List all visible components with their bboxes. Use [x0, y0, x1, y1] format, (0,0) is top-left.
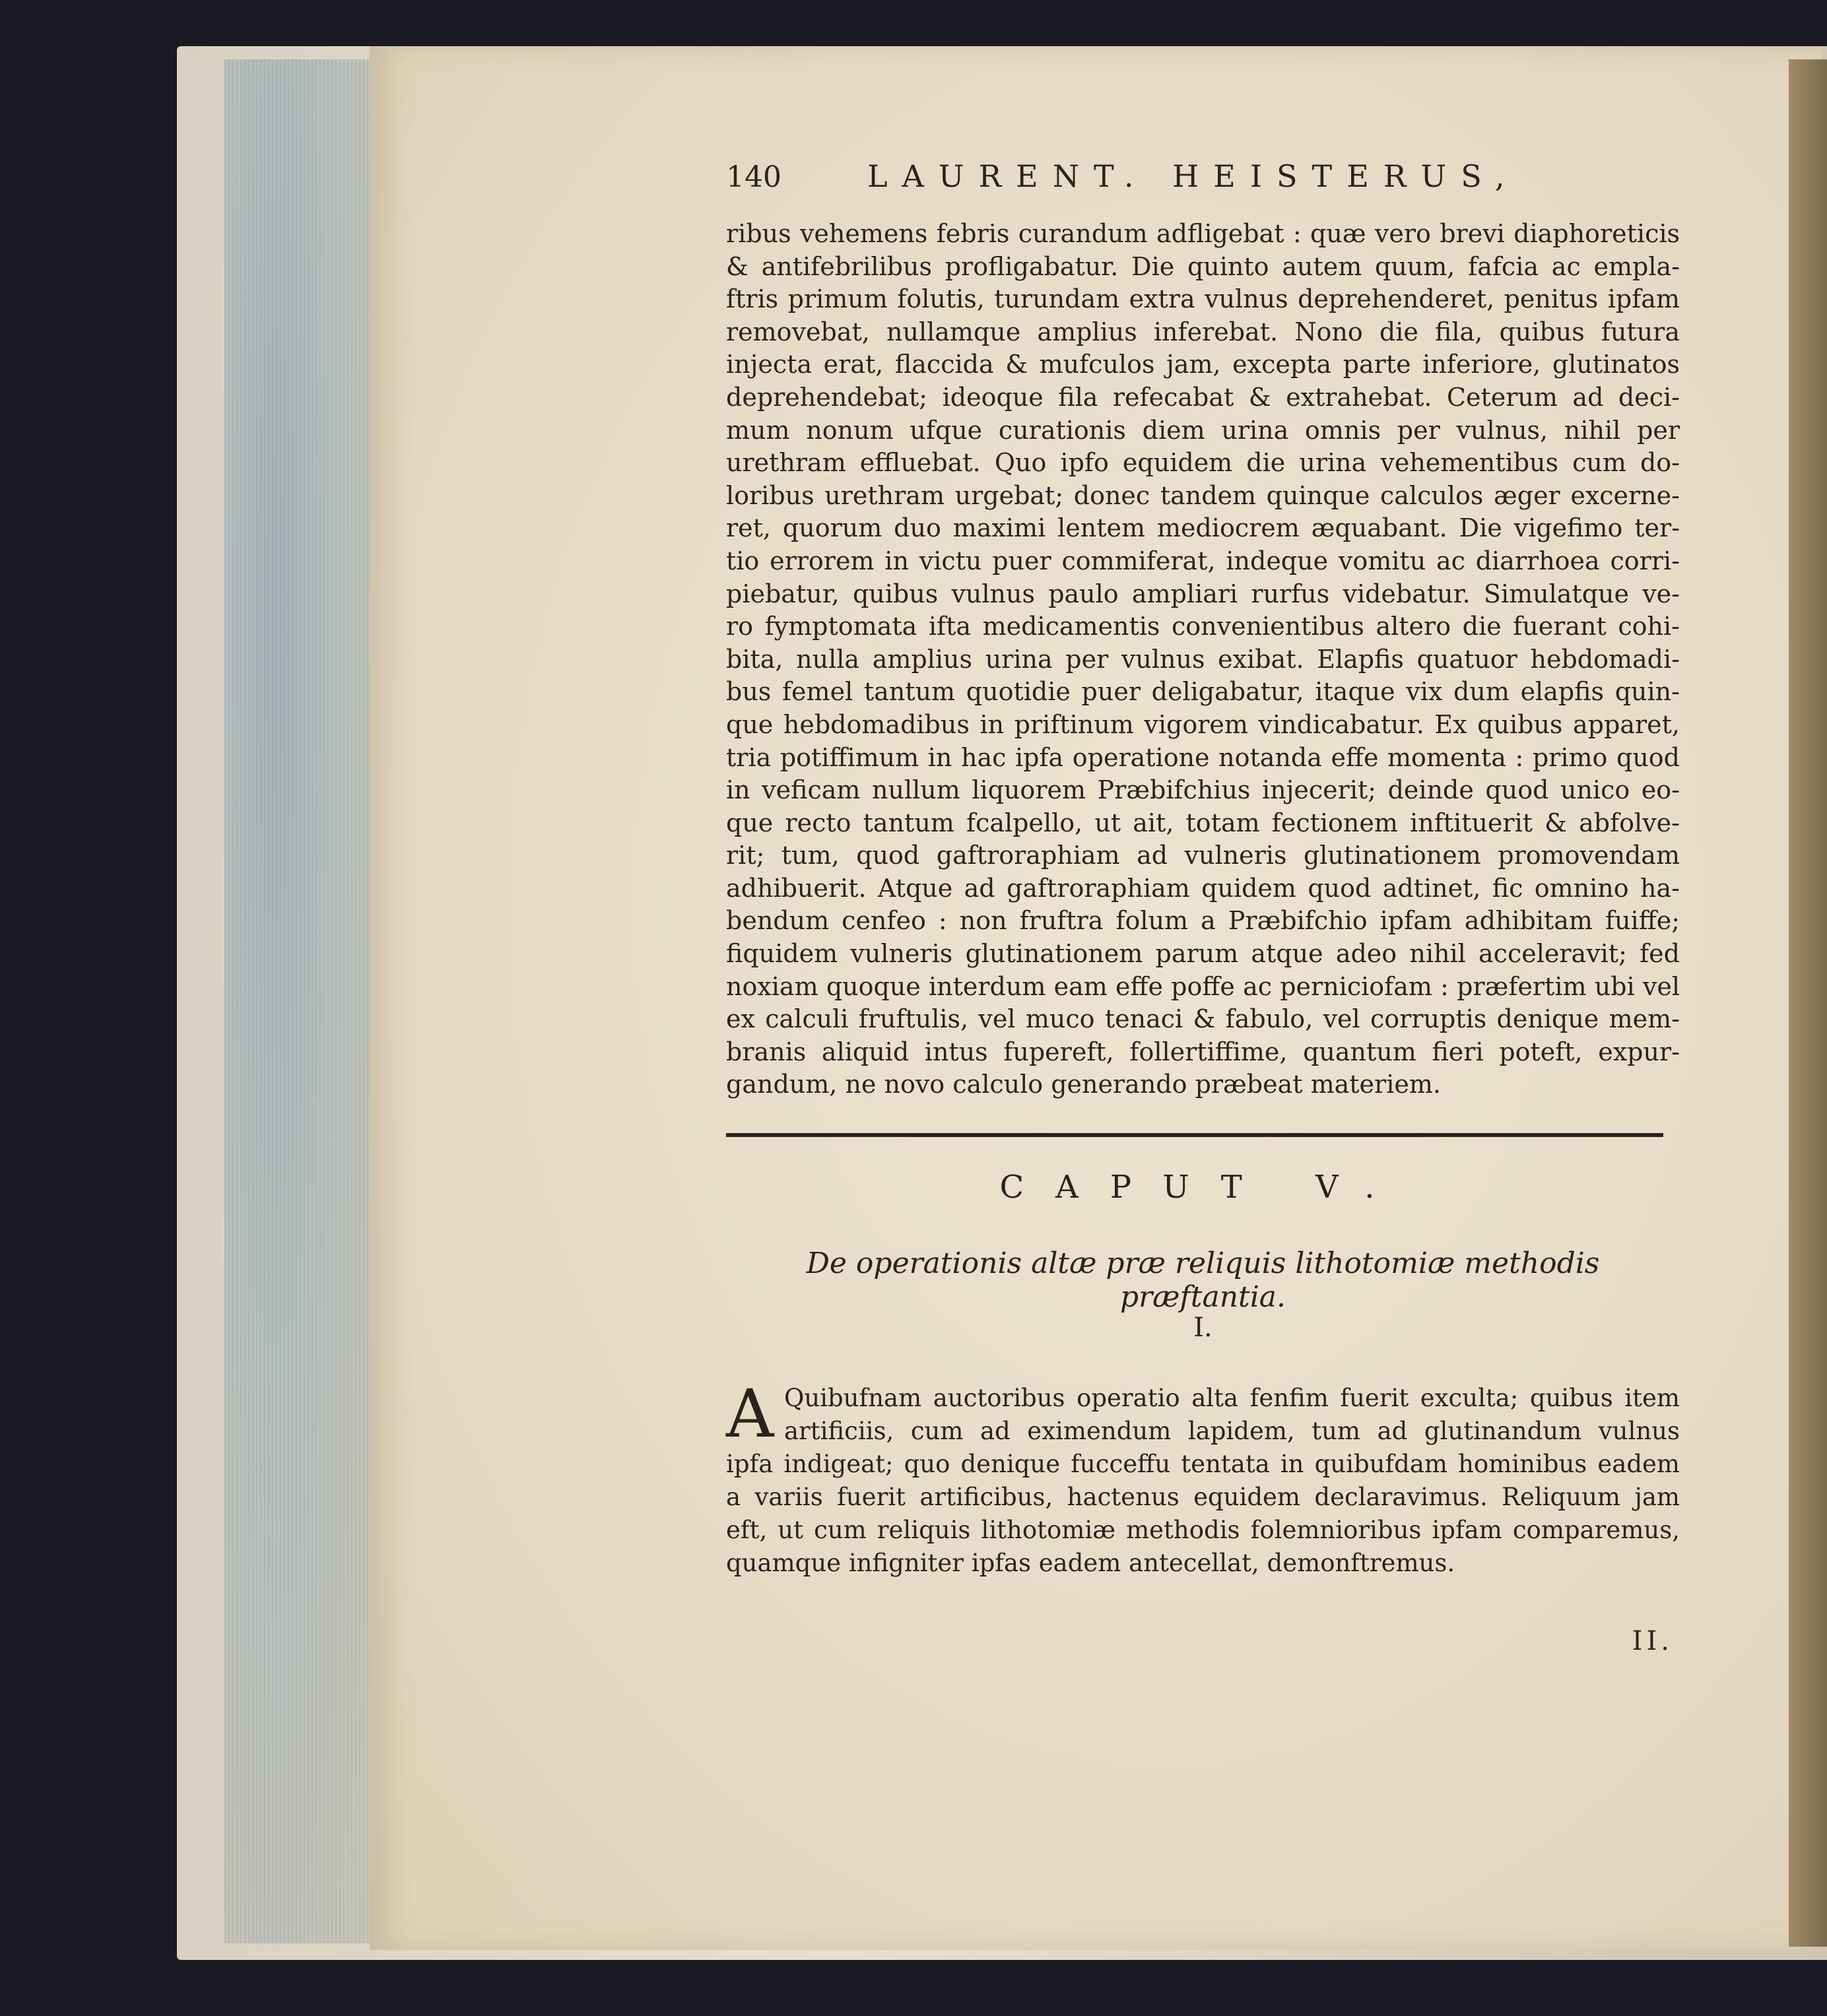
text-line: ftris primum folutis, turundam extra vulnus deprehenderet, penitus ipfam: [726, 284, 1680, 314]
text-line: urethram effluebat. Quo ipfo equidem die urina vehementibus cum do-: [726, 448, 1680, 478]
text-line: que recto tantum fcalpello, ut ait, totam fectionem inftituerit & abfolve-: [726, 808, 1680, 837]
text-line: noxiam quoque interdum eam effe poffe ac perniciofam : præfertim ubi vel: [726, 971, 1680, 1001]
text-line: removebat, nullamque amplius inferebat. Nono die fila, quibus futura: [726, 317, 1680, 346]
text-line: ribus vehemens febris curandum adfligebat : quæ vero brevi diaphoreticis: [726, 219, 1680, 248]
running-title: LAURENT. HEISTERUS,: [867, 158, 1519, 194]
text-line: deprehendebat; ideoque fila refecabat & extrahebat. Ceterum ad deci-: [726, 382, 1680, 412]
text-line: & antifebrilibus profligabatur. Die quinto autem quum, fafcia ac empla-: [726, 251, 1680, 281]
text-line: bita, nulla amplius urina per vulnus exibat. Elapfis quatuor hebdomadi-: [726, 644, 1680, 674]
text-line: ex calculi fruftulis, vel muco tenaci & fabulo, vel corruptis denique mem-: [726, 1004, 1680, 1034]
chapter-heading: CAPUT V.: [999, 1169, 1407, 1206]
text-line: que hebdomadibus in priftinum vigorem vindicabatur. Ex quibus apparet,: [726, 709, 1680, 739]
text-line: rit; tum, quod gaftroraphiam ad vulneris glutinationem promovendam: [726, 841, 1680, 870]
text-line: eft, ut cum reliquis lithotomiæ methodis folemnioribus ipfam comparemus,: [726, 1516, 1680, 1545]
text-line: injecta erat, flaccida & mufculos jam, excepta parte inferiore, glutinatos: [726, 350, 1680, 379]
drop-cap: A: [726, 1375, 774, 1453]
text-line: mum nonum ufque curationis diem urina omnis per vulnus, nihil per: [726, 415, 1680, 445]
text-line: Quibufnam auctoribus operatio alta fenfim fuerit exculta; quibus item: [784, 1384, 1680, 1413]
catchword: II.: [1632, 1626, 1673, 1657]
text-line: tio errorem in victu puer commiferat, indeque vomitu ac diarrhoea corri-: [726, 546, 1680, 575]
text-line: branis aliquid intus fupereft, follertiffime, quantum fieri poteft, expur-: [726, 1037, 1680, 1066]
text-line: bendum cenfeo : non fruftra folum a Præbifchio ipfam adhibitam fuiffe;: [726, 906, 1680, 936]
text-line: artificiis, cum ad eximendum lapidem, tum ad glutinandum vulnus: [784, 1417, 1680, 1446]
text-line: loribus urethram urgebat; donec tandem quinque calculos æger excerne-: [726, 480, 1680, 510]
text-line: ro fymptomata ifta medicamentis convenientibus altero die fuerant cohi-: [726, 612, 1680, 641]
text-line: a variis fuerit artificibus, hactenus equidem declaravimus. Reliquum jam: [726, 1483, 1680, 1512]
text-line: quamque infigniter ipfas eadem antecellat, demonftremus.: [726, 1549, 1455, 1578]
section-number: I.: [1193, 1313, 1212, 1344]
chapter-subtitle: De operationis altæ præ reliquis lithotomiæ methodis præftantia.: [806, 1247, 1600, 1315]
text-line: in veficam nullum liquorem Præbifchius injecerit; deinde quod unico eo-: [726, 775, 1680, 805]
text-line: bus femel tantum quotidie puer deligabatur, itaque vix dum elapfis quin-: [726, 677, 1680, 707]
text-line: tria potiffimum in hac ipfa operatione notanda effe momenta : primo quod: [726, 742, 1680, 772]
text-line: ipfa indigeat; quo denique fucceffu tentata in quibufdam hominibus eadem: [726, 1450, 1680, 1479]
text-line: adhibuerit. Atque ad gaftroraphiam quidem quod adtinet, fic omnino ha-: [726, 873, 1680, 903]
section-paragraph: [726, 1375, 1680, 1580]
page-number: 140: [726, 160, 781, 194]
body-text: [726, 218, 1680, 1101]
text-line: ret, quorum duo maximi lentem mediocrem æquabant. Die vigefimo ter-: [726, 513, 1680, 543]
text-line: piebatur, quibus vulnus paulo ampliari rurfus videbatur. Simulatque ve-: [726, 579, 1680, 608]
text-line: gandum, ne novo calculo generando præbeat materiem.: [726, 1070, 1441, 1099]
facing-page-edge: [1789, 59, 1827, 1947]
page-edge-stack: [224, 59, 376, 1943]
running-head: [726, 158, 1680, 218]
text-line: fiquidem vulneris glutinationem parum atque adeo nihil acceleravit; fed: [726, 939, 1680, 969]
section-divider-rule: [726, 1133, 1663, 1137]
page-text: [726, 158, 1680, 1656]
